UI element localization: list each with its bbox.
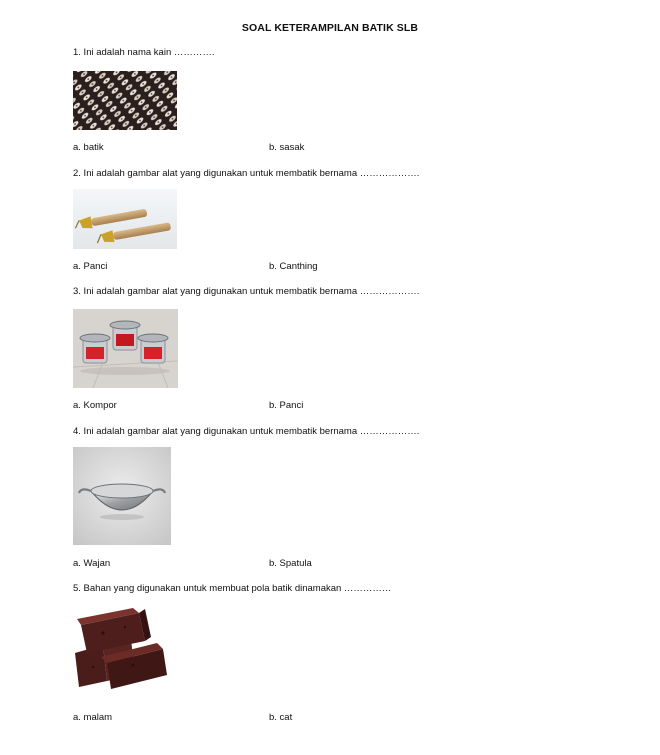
batik-stoves-photo (73, 309, 178, 388)
canting-tools-photo (73, 189, 177, 249)
question-4-option-a: a. Wajan (73, 558, 111, 569)
question-4-option-b: b. Spatula (269, 558, 312, 569)
question-2-option-b: b. Canthing (269, 261, 318, 272)
question-1-option-b: b. sasak (269, 142, 305, 153)
question-1-text: 1. Ini adalah nama kain …………. (73, 47, 215, 58)
wok-pan-photo (73, 447, 171, 545)
question-3-option-a: a. Kompor (73, 400, 117, 411)
question-2-text: 2. Ini adalah gambar alat yang digunakan untuk membatik bernama ………………. (73, 168, 420, 179)
question-5-text: 5. Bahan yang digunakan untuk membuat pola batik dinamakan …………… (73, 583, 392, 594)
question-4-text: 4. Ini adalah gambar alat yang digunakan untuk membatik bernama ………………. (73, 426, 420, 437)
question-5-option-b: b. cat (269, 712, 293, 723)
page-title: SOAL KETERAMPILAN BATIK SLB (241, 22, 419, 34)
wax-blocks-photo (73, 605, 169, 695)
question-3-text: 3. Ini adalah gambar alat yang digunakan untuk membatik bernama ………………. (73, 286, 420, 297)
question-5-option-a: a. malam (73, 712, 113, 723)
question-1-option-a: a. batik (73, 142, 104, 153)
question-2-option-a: a. Panci (73, 261, 108, 272)
batik-fabric-photo (73, 71, 177, 130)
question-3-option-b: b. Panci (269, 400, 304, 411)
